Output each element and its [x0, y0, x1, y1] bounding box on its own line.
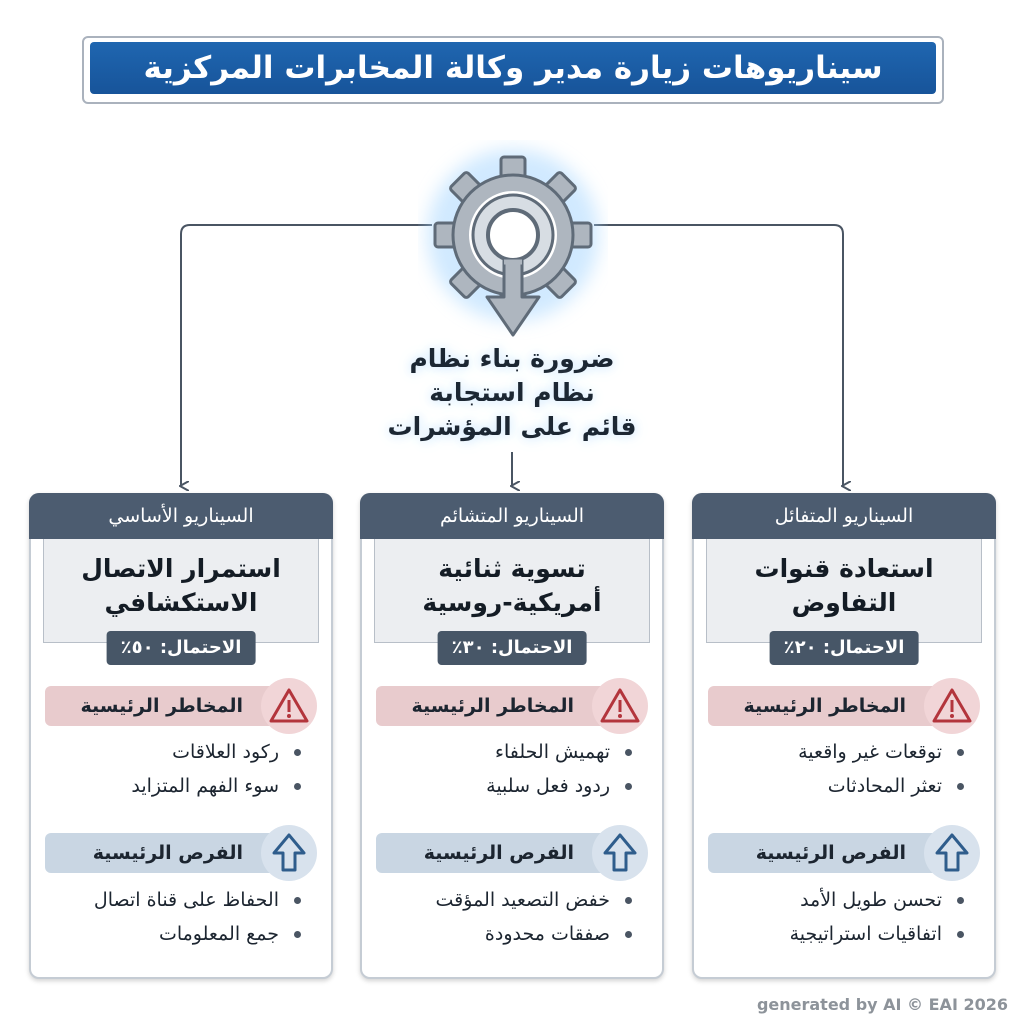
- risks-list: [43, 735, 303, 803]
- list-item: سوء الفهم المتزايد: [43, 769, 303, 803]
- list-item: اتفاقيات استراتيجية: [706, 917, 966, 951]
- risks-label: المخاطر الرئيسية: [45, 686, 291, 726]
- scenario-card-optimistic: [692, 493, 996, 979]
- warning-triangle-icon: [924, 678, 980, 734]
- scenario-header: السيناريو المتشائم: [360, 493, 664, 539]
- page-title: سيناريوهات زيارة مدير وكالة المخابرات المركزية: [90, 42, 936, 94]
- list-item: جمع المعلومات: [43, 917, 303, 951]
- list-item: ردود فعل سلبية: [374, 769, 634, 803]
- list-item: صفقات محدودة: [374, 917, 634, 951]
- list-item: تحسن طويل الأمد: [706, 883, 966, 917]
- risks-label: المخاطر الرئيسية: [376, 686, 622, 726]
- up-arrow-icon: [924, 825, 980, 881]
- scenario-header: السيناريو الأساسي: [29, 493, 333, 539]
- risks-label: المخاطر الرئيسية: [708, 686, 954, 726]
- watermark: generated by AI © EAI 2026: [756, 995, 1008, 1014]
- scenario-title-line: الاستكشافي: [104, 587, 258, 617]
- gear-down-arrow-icon: [418, 140, 608, 340]
- warning-triangle-icon: [261, 678, 317, 734]
- opportunities-label: الفرص الرئيسية: [708, 833, 954, 873]
- list-item: تهميش الحلفاء: [374, 735, 634, 769]
- scenario-card-pessimistic: [360, 493, 664, 979]
- opportunities-list: [43, 883, 303, 951]
- center-statement: [362, 342, 662, 444]
- scenario-card-base: [29, 493, 333, 979]
- scenario-title: [43, 539, 319, 643]
- center-line-1: ضرورة بناء نظام: [409, 344, 615, 373]
- scenario-title-line: استمرار الاتصال: [81, 553, 281, 583]
- opportunities-list: [706, 883, 966, 951]
- scenario-title: [374, 539, 650, 643]
- opportunities-label: الفرص الرئيسية: [45, 833, 291, 873]
- opportunities-label: الفرص الرئيسية: [376, 833, 622, 873]
- center-line-2: نظام استجابة: [429, 378, 595, 407]
- up-arrow-icon: [592, 825, 648, 881]
- probability-badge: الاحتمال: ٣٠٪: [438, 631, 587, 665]
- probability-badge: الاحتمال: ٢٠٪: [770, 631, 919, 665]
- list-item: خفض التصعيد المؤقت: [374, 883, 634, 917]
- opportunities-list: [374, 883, 634, 951]
- warning-triangle-icon: [592, 678, 648, 734]
- risks-list: [374, 735, 634, 803]
- scenario-header: السيناريو المتفائل: [692, 493, 996, 539]
- scenario-title-line: تسوية ثنائية: [438, 553, 586, 583]
- scenario-title-line: التفاوض: [791, 587, 897, 617]
- list-item: تعثر المحادثات: [706, 769, 966, 803]
- center-line-3: قائم على المؤشرات: [387, 412, 637, 441]
- up-arrow-icon: [261, 825, 317, 881]
- scenario-title-line: أمريكية-روسية: [422, 587, 602, 617]
- list-item: الحفاظ على قناة اتصال: [43, 883, 303, 917]
- probability-badge: الاحتمال: ٥٠٪: [107, 631, 256, 665]
- risks-list: [706, 735, 966, 803]
- list-item: ركود العلاقات: [43, 735, 303, 769]
- scenario-title-line: استعادة قنوات: [754, 553, 934, 583]
- scenario-title: [706, 539, 982, 643]
- list-item: توقعات غير واقعية: [706, 735, 966, 769]
